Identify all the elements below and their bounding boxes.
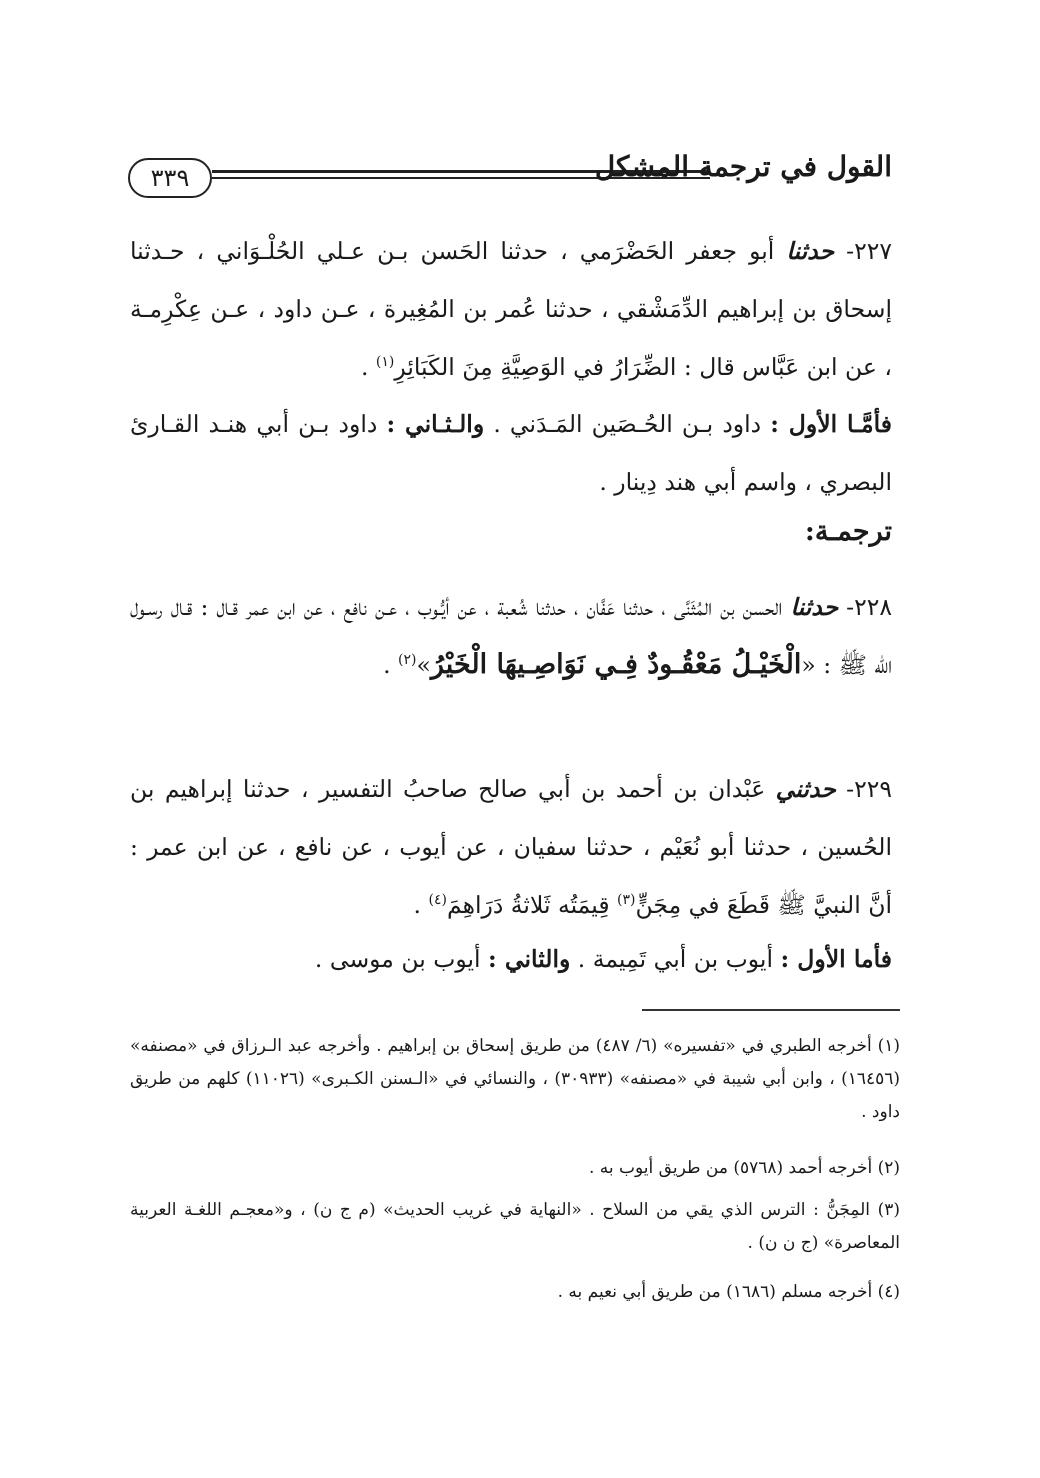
hadith-number: ٢٢٨- (846, 593, 892, 621)
footnote-ref-2: (٢) (398, 652, 417, 669)
running-title: القول في ترجمة المشكل (594, 150, 892, 183)
hadith-text: الحسن بن المُثَنَّى ، حدثنا عَفَّان ، حدثنا شُعبة ، عن أيُّـوب ، عـن نافع ، عن ابن عمر قـال : قـال رسـول الله ﷺ : « (130, 593, 892, 679)
first-text: أيوب بن أبي تَمِيمة . (570, 945, 781, 973)
prophetic-quote: الْخَيْـلُ مَعْقُـودٌ فِـي نَوَاصِـيهَا الْخَيْرُ (430, 649, 802, 680)
footnote-separator (642, 1009, 900, 1011)
haddathani-word: حدثني (775, 775, 836, 803)
second-text: أيوب بن موسى . (314, 945, 489, 973)
hadith-end: . (383, 651, 399, 679)
footnote-ref-4: (٤) (428, 892, 447, 909)
hadith-end: . (360, 353, 376, 381)
second-text: داود بـن أبي هنـد القـارئ البصري ، واسم أبي هند دِينار . (130, 410, 892, 496)
hadith-end: . (413, 891, 429, 919)
hadith-number: ٢٢٩- (846, 775, 892, 803)
hadith-text-2: قِيمَتُه ثَلاثةُ دَرَاهِمَ (446, 891, 618, 919)
hadith-number: ٢٢٧- (846, 237, 892, 265)
hadith-text: أبو جعفر الحَضْرَمي ، حدثنا الحَسن بـن عـلي الحُلْـوَاني ، حـدثنا إسحاق بن إبراهيم الدِّمَشْقي ، حدثنا عُمر بن المُغِيرة ، عـن داود ، عـن عِكْرِمـة ، عن ابن عَبَّاس قال : الضِّرَارُ في الوَصِيَّةِ مِنَ الكَبَائِرِ (130, 237, 892, 381)
narrator-note-1 (130, 395, 892, 511)
first-label: فأما الأول : (780, 945, 892, 973)
section-heading: ترجمـة: (804, 516, 892, 547)
footnote-2: (٢) أخرجه أحمد (٥٧٦٨) من طريق أيوب به . (588, 1158, 900, 1178)
page-header (128, 150, 892, 210)
hadith-227 (130, 222, 892, 396)
quote-close: » (416, 651, 431, 679)
haddathana-word: حدثنا (786, 237, 835, 265)
hadith-228 (130, 578, 892, 694)
first-label: فأمَّـا الأول : (770, 410, 892, 438)
hadith-229 (130, 760, 892, 934)
footnote-1: (١) أخرجه الطبري في «تفسيره» (٦/ ٤٨٧) من طريق إسحاق بن إبراهيم . وأخرجه عبد الـرزاق في «مصنفه» (١٦٤٥٦) ، وابن أبي شيبة في «مصنفه» (٣٠٩٣٣) ، والنسائي في «الـسنن الكـبرى» (١١٠٢٦) كلهم من طريق داود . (130, 1036, 900, 1122)
page-number: ٣٣٩ (128, 158, 212, 198)
footnote-ref-1: (١) (375, 354, 395, 371)
first-text: داود بـن الحُـصَين المَـدَني . (484, 410, 771, 438)
footnote-ref-3: (٣) (617, 892, 636, 909)
footnote-3: (٣) المِجَنُّ : الترس الذي يقي من السلاح . «النهاية في غريب الحديث» (م ج ن) ، و«معجـم اللغـة العربية المعاصرة» (ج ن ن) . (130, 1200, 900, 1253)
haddathana-word: حدثنا (790, 593, 839, 621)
footnote-4: (٤) أخرجه مسلم (١٦٨٦) من طريق أبي نعيم به . (557, 1282, 900, 1302)
hadith-text: عَبْدان بن أحمد بن أبي صالح صاحبُ التفسير ، حدثنا إبراهيم بن الحُسين ، حدثنا أبو نُعَيْم ، حدثنا سفيان ، عن أيوب ، عن نافع ، عن ابن عمر : أنَّ النبيَّ ﷺ قَطَعَ في مِجَنٍّ (130, 775, 892, 919)
narrator-note-2 (130, 930, 892, 988)
second-label: والـثـاني : (386, 410, 485, 438)
second-label: والثاني : (488, 945, 571, 973)
